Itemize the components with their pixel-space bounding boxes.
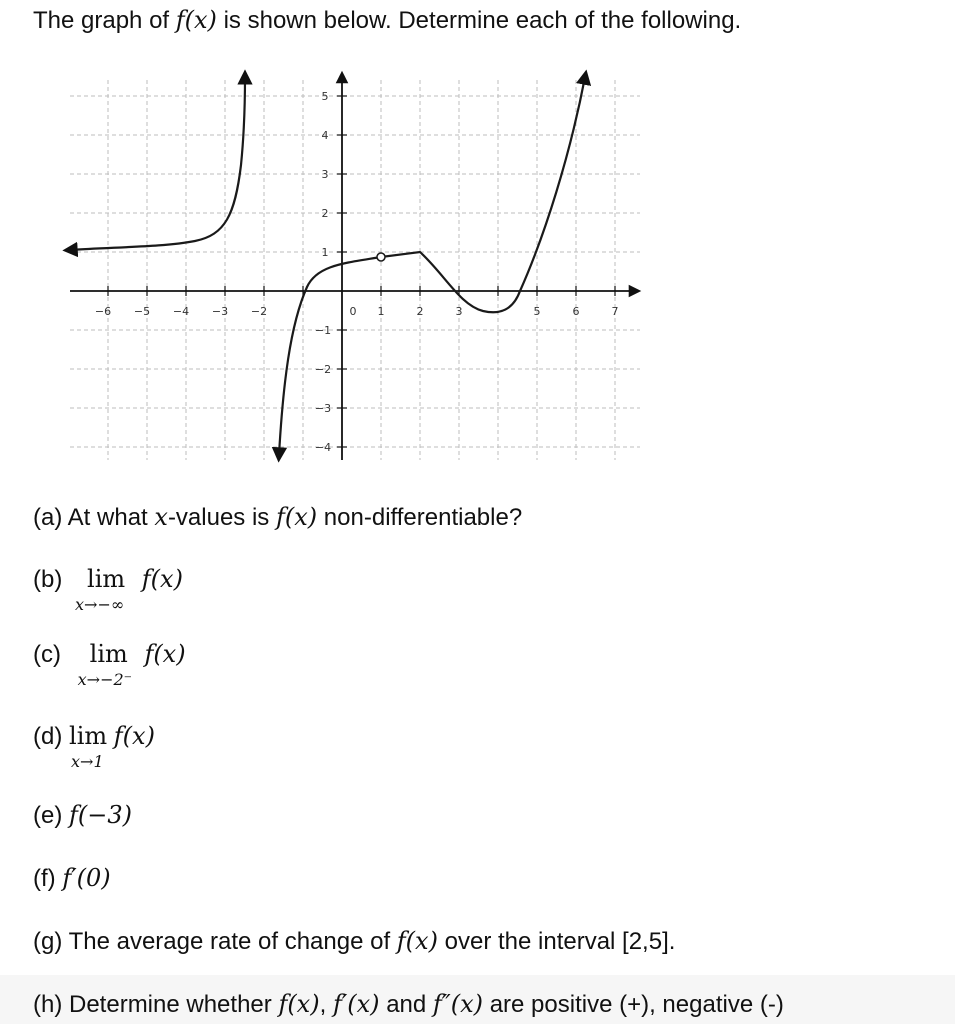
y-tick-label: −1 (314, 324, 332, 337)
question-text: are positive (+), negative (-) (483, 991, 784, 1018)
math-func: f(x) (141, 565, 183, 593)
grid-lines (70, 80, 640, 460)
open-point (377, 253, 385, 261)
question-text: over the interval [2,5]. (437, 928, 676, 955)
math-func: f″(x) (432, 990, 484, 1018)
problem-intro (33, 6, 741, 35)
y-tick-label: −3 (314, 402, 332, 415)
x-tick-label: −6 (94, 305, 112, 318)
question-text: (h) Determine whether (33, 991, 279, 1018)
question-label: (b) (33, 566, 63, 593)
x-tick-label: 0 (349, 305, 357, 318)
x-tick-label: −4 (172, 305, 190, 318)
x-tick-label: 5 (533, 305, 541, 318)
question-label: (e) (33, 802, 63, 829)
question-h (33, 990, 784, 1019)
limit-expression (77, 640, 133, 689)
y-tick-label: −2 (314, 363, 332, 376)
question-text: -values is (167, 504, 276, 531)
limit-expression (75, 565, 126, 614)
x-tick-label: 6 (572, 305, 580, 318)
y-tick-label: 4 (321, 129, 329, 142)
question-b (33, 565, 183, 614)
question-c (33, 640, 186, 689)
question-text: and (379, 991, 433, 1018)
y-tick-label: 3 (321, 168, 329, 181)
x-tick-label: 3 (455, 305, 463, 318)
question-g (33, 927, 675, 956)
curve-middle-branch (279, 257, 381, 455)
question-text: (a) At what (33, 504, 155, 531)
y-tick-label: 5 (321, 90, 329, 103)
math-func: f(x) (278, 990, 320, 1018)
question-a (33, 503, 522, 532)
y-tick-label: 1 (321, 246, 329, 259)
math-expr: f(−3) (69, 801, 133, 829)
x-tick-label: 7 (611, 305, 619, 318)
question-d (33, 722, 155, 771)
intro-text: The graph of (33, 7, 176, 34)
lim-word: lim (87, 565, 126, 593)
lim-word: lim (69, 722, 108, 750)
limit-expression (69, 722, 108, 771)
math-var: x (154, 503, 168, 531)
x-tick-label: 1 (377, 305, 385, 318)
y-tick-label: 2 (321, 207, 329, 220)
lim-subscript: x→−2⁻ (77, 670, 133, 689)
intro-text-end: is shown below. Determine each of the following. (216, 7, 742, 34)
lim-subscript: x→−∞ (75, 595, 125, 614)
question-f (33, 864, 111, 893)
x-tick-label: −2 (250, 305, 268, 318)
math-func: f(x) (144, 640, 186, 668)
y-tick-label: −4 (314, 441, 332, 454)
question-label: (f) (33, 865, 56, 892)
question-label: (c) (33, 641, 61, 668)
x-tick-label: −5 (133, 305, 151, 318)
math-expr: f′(0) (62, 864, 111, 892)
intro-func: f(x) (175, 6, 217, 34)
question-text: non-differentiable? (317, 504, 523, 531)
math-func: f(x) (113, 722, 155, 750)
curve-left-branch (70, 77, 245, 250)
question-text: , (319, 991, 333, 1018)
x-tick-label: −3 (211, 305, 229, 318)
curve-right-branch (381, 77, 585, 312)
question-e (33, 801, 132, 830)
lim-subscript: x→1 (71, 752, 104, 771)
math-func: f(x) (275, 503, 318, 531)
question-label: (d) (33, 723, 63, 750)
math-func: f(x) (396, 927, 438, 955)
question-text: (g) The average rate of change of (33, 928, 397, 955)
math-func: f′(x) (332, 990, 380, 1018)
x-tick-label: 2 (416, 305, 424, 318)
function-graph (55, 65, 645, 470)
lim-word: lim (89, 640, 128, 668)
